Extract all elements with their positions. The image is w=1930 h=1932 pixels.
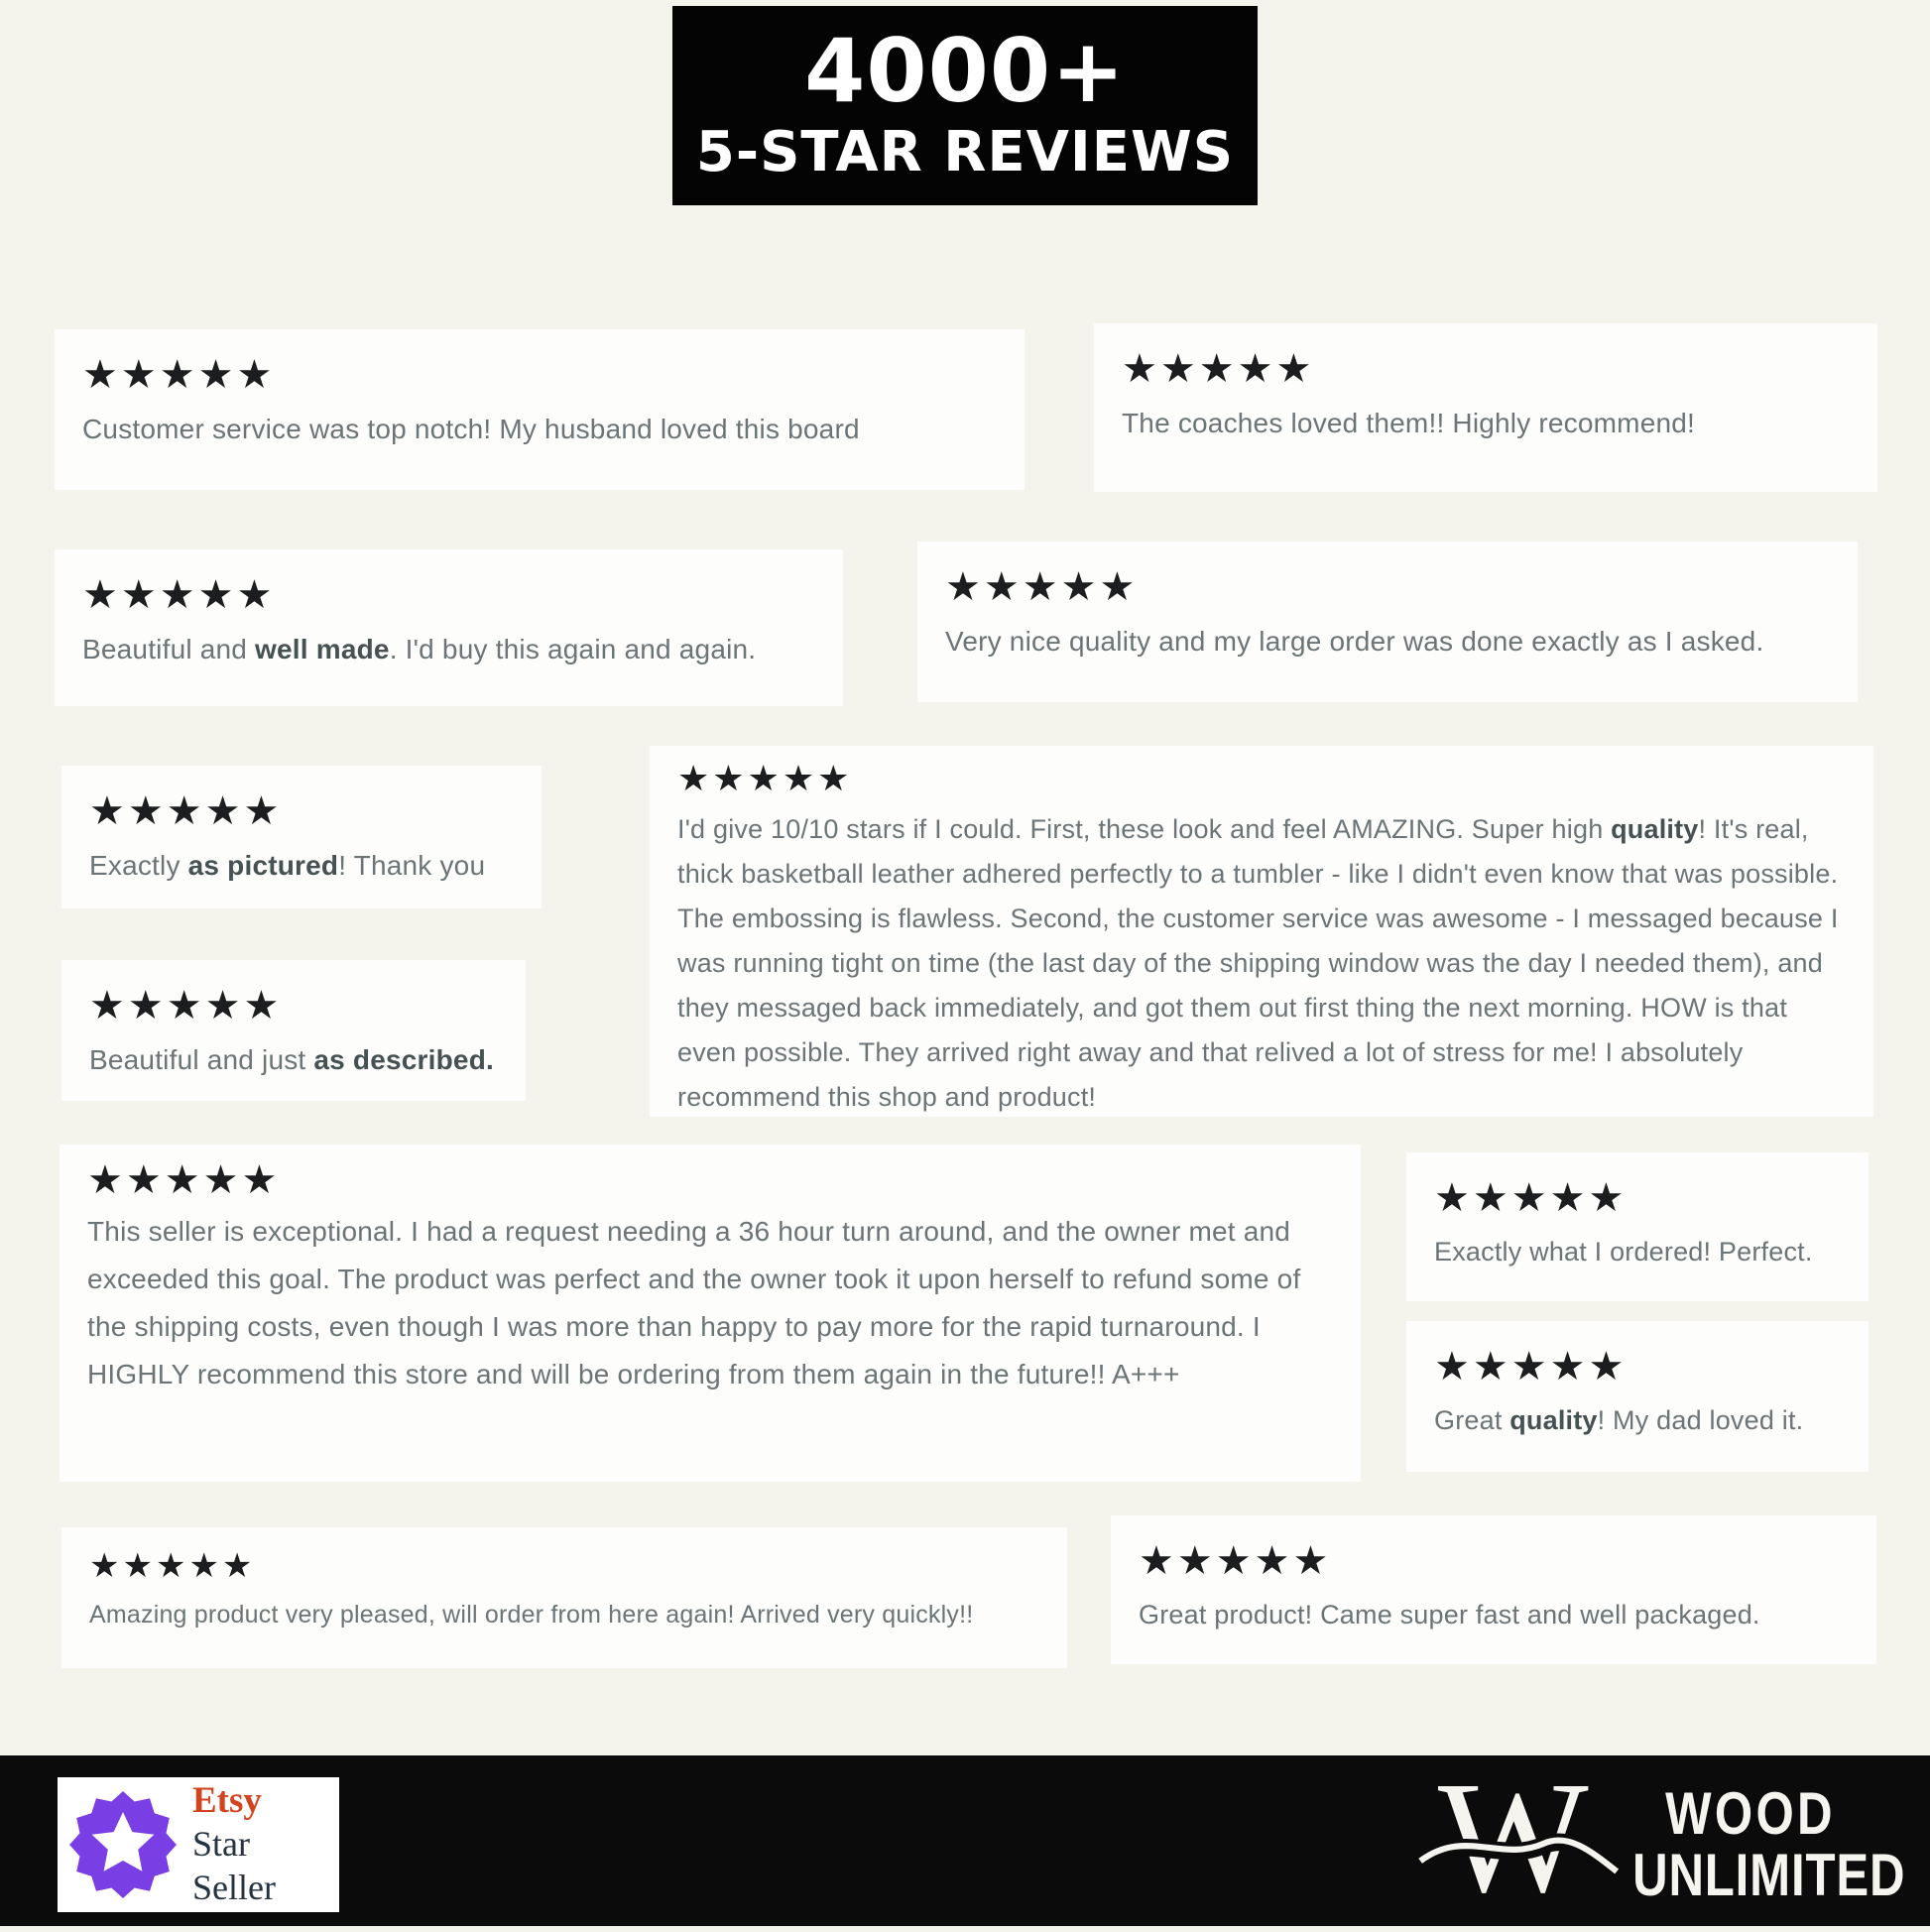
five-star-rating: ★★★★★ (1122, 346, 1315, 392)
five-star-rating: ★★★★★ (89, 983, 283, 1028)
five-star-rating: ★★★★★ (82, 352, 276, 398)
review-text: Customer service was top notch! My husband loved this board (82, 414, 860, 444)
review-text: The coaches loved them!! Highly recommend! (1122, 408, 1695, 438)
review-text: Great quality! My dad loved it. (1434, 1405, 1804, 1435)
banner-subtitle: 5-STAR REVIEWS (695, 119, 1235, 184)
review-text: This seller is exceptional. I had a request needing a 36 hour turn around, and the owner met and exceeded this goal. The product was perfect and the owner took it upon herself to refund some of the shipping costs, even though I was more than happy to pay more for the rapid turnaround. I HIGHLY recommend this store and will be ordering from them again in the future!! A+++ (87, 1216, 1301, 1389)
review-card (1406, 1152, 1869, 1301)
five-star-rating: ★★★★★ (1434, 1344, 1628, 1389)
review-text: Beautiful and well made. I'd buy this again and again. (82, 634, 757, 664)
brand-name-line2: UNLIMITED (1632, 1842, 1906, 1908)
five-star-rating: ★★★★★ (89, 1546, 256, 1586)
brand-name-line1: WOOD (1665, 1780, 1836, 1847)
review-card (61, 960, 526, 1101)
five-star-rating: ★★★★★ (82, 572, 276, 618)
review-text: Beautiful and just as described. (89, 1044, 494, 1075)
five-star-rating: ★★★★★ (1139, 1538, 1332, 1584)
review-card (917, 542, 1858, 702)
star-seller-label: Star Seller (192, 1824, 276, 1907)
top-banner (672, 6, 1258, 205)
etsy-badge-text (192, 1780, 339, 1909)
footer-bar (0, 1755, 1930, 1926)
review-text: I'd give 10/10 stars if I could. First, these look and feel AMAZING. Super high quality! It's real, thick basketball leather adhered perfectly to a tumbler - like I didn't even know that was possible. The embossing is flawless. Second, the customer service was awesome - I messaged because I was running tight on time (the last day of the shipping window was the day I needed them), and they messaged back immediately, and got them out first thing the next morning. HOW is that even possible. They arrived right away and that relived a lot of stress for me! I absolutely recommend this shop and product! (677, 814, 1839, 1112)
etsy-star-seller-badge (58, 1777, 339, 1912)
review-card (55, 329, 1025, 490)
review-text: Very nice quality and my large order was done exactly as I asked. (945, 626, 1764, 657)
five-star-rating: ★★★★★ (945, 564, 1139, 610)
w-monogram-letter: W (1437, 1757, 1589, 1924)
review-card (1094, 323, 1877, 492)
review-text: Great product! Came super fast and well packaged. (1139, 1600, 1760, 1630)
wood-unlimited-logo (1413, 1755, 1909, 1926)
review-card (1406, 1321, 1869, 1472)
review-card (61, 1527, 1067, 1668)
review-text: Exactly as pictured! Thank you (89, 850, 486, 881)
brand-name-block (1632, 1780, 1906, 1908)
etsy-seal-star-icon (67, 1789, 179, 1900)
review-card (650, 746, 1873, 1117)
review-text: Exactly what I ordered! Perfect. (1434, 1237, 1813, 1267)
review-card (55, 549, 843, 706)
review-text: Amazing product very pleased, will order from here again! Arrived very quickly!! (89, 1601, 974, 1629)
review-card (61, 766, 542, 908)
five-star-rating: ★★★★★ (87, 1157, 281, 1203)
review-card (60, 1145, 1361, 1482)
five-star-rating: ★★★★★ (677, 759, 853, 799)
w-monogram-icon (1413, 1757, 1627, 1924)
five-star-rating: ★★★★★ (1434, 1175, 1628, 1221)
five-star-rating: ★★★★★ (89, 788, 283, 834)
banner-review-count: 4000+ (804, 19, 1126, 122)
review-card (1111, 1515, 1876, 1664)
etsy-brand-text: Etsy (192, 1780, 262, 1821)
